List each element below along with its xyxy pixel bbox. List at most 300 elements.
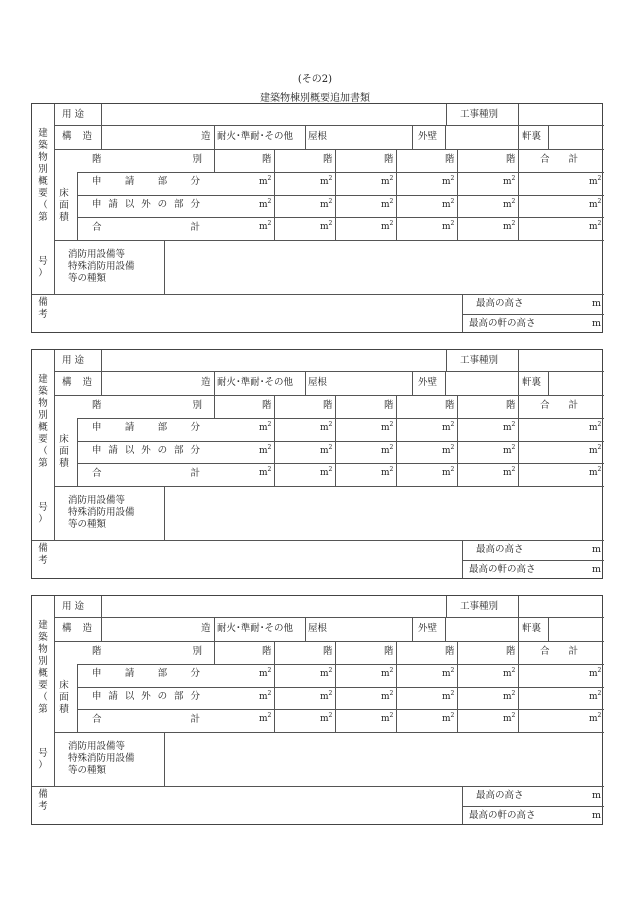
kaibetsu-label-char: 別 [192, 400, 202, 411]
saikou-takasa-label: 最高の高さ [476, 298, 524, 309]
unit-m2 [381, 220, 393, 232]
floor-area-label-char: 積 [59, 704, 69, 715]
unit-m: m [442, 423, 451, 433]
side-label-bottom-char: 号 [38, 748, 48, 759]
unit-m2 [442, 466, 454, 478]
rule-line [518, 125, 519, 149]
side-label-top-char: 第 [38, 212, 48, 223]
shinsei-igai-label-char: の [157, 445, 168, 456]
taika-label: 耐火･準耐･その他 [217, 377, 294, 388]
side-label-top-char: 要 [38, 680, 48, 691]
side-label-top [37, 374, 49, 470]
shinsei-igai-label-char: 分 [190, 445, 200, 456]
rule-line [54, 104, 55, 294]
unit-m2 [381, 198, 393, 210]
shinsei-bubun-label-char: 部 [157, 668, 168, 679]
youto-label-char: 用 [62, 601, 72, 612]
unit-m: m [442, 177, 451, 187]
unit-m2 [589, 175, 601, 187]
form-2 [31, 349, 603, 579]
unit-m: m [381, 714, 390, 724]
unit-m: m [381, 446, 390, 456]
side-label-top-char: 建 [38, 128, 48, 139]
rule-line [446, 104, 447, 125]
unit-sq: 2 [328, 667, 333, 674]
kai-heading: 階 [323, 154, 333, 165]
unit-m2 [503, 690, 515, 702]
side-label-bottom-char: ） [38, 760, 48, 771]
side-label-top-char: 概 [38, 422, 48, 433]
rule-line [518, 149, 519, 240]
unit-sq: 2 [450, 198, 455, 205]
unit-sq: 2 [389, 444, 394, 451]
kai-heading: 階 [262, 646, 272, 657]
rule-line [77, 172, 604, 173]
rule-line [274, 395, 275, 486]
unit-m2 [503, 198, 515, 210]
rule-line [54, 732, 604, 733]
remarks-label-char: 備 [38, 297, 48, 308]
gou-label-char: 合 [92, 714, 102, 725]
unit-sq: 2 [597, 198, 602, 205]
unit-m2 [442, 667, 454, 679]
unit-m2 [589, 466, 601, 478]
unit-m2 [381, 175, 393, 187]
rule-line [77, 463, 604, 464]
unit-sq: 2 [328, 690, 333, 697]
youto-label-char: 途 [74, 109, 84, 120]
rule-line [445, 617, 446, 641]
unit-m: m [442, 468, 451, 478]
unit-sq: 2 [511, 444, 516, 451]
rule-line [164, 732, 165, 786]
rule-line [77, 709, 604, 710]
unit-sq: 2 [389, 175, 394, 182]
unit-m: m [442, 222, 451, 232]
yane-label: 屋根 [308, 131, 328, 142]
unit-sq: 2 [267, 220, 272, 227]
rule-line [32, 786, 604, 787]
side-label-top-char: 第 [38, 704, 48, 715]
side-label-top-char: 築 [38, 140, 48, 151]
shinsei-igai-label-char: 請 [108, 199, 118, 210]
shinsei-igai-label-char: 外 [141, 199, 151, 210]
shobo-line: 等の種類 [68, 273, 107, 284]
unit-m2 [589, 690, 601, 702]
rule-line [305, 125, 306, 149]
gou-label-char: 計 [190, 222, 200, 233]
floor-area-label-char: 床 [59, 434, 69, 445]
remarks-label-char: 備 [38, 543, 48, 554]
saikou-noki-label: 最高の軒の高さ [469, 810, 536, 821]
unit-m: m [259, 423, 268, 433]
unit-m2 [320, 220, 332, 232]
shinsei-igai-label [92, 692, 200, 702]
rule-line [32, 294, 604, 295]
unit-m2 [589, 421, 601, 433]
kai-heading: 階 [262, 400, 272, 411]
nokiura-label: 軒裏 [522, 623, 542, 634]
youto-label [62, 356, 84, 366]
shobo-line: 消防用設備等 [68, 249, 126, 260]
unit-sq: 2 [328, 198, 333, 205]
rule-line [335, 149, 336, 240]
unit-sq: 2 [389, 421, 394, 428]
remarks-label [37, 789, 49, 813]
rule-line [32, 540, 604, 541]
unit-m: m [381, 200, 390, 210]
floor-area-label-char: 面 [59, 446, 69, 457]
unit-sq: 2 [511, 690, 516, 697]
shobo-line: 消防用設備等 [68, 741, 126, 752]
unit-sq: 2 [511, 198, 516, 205]
youto-label-char: 用 [62, 355, 72, 366]
unit-sq: 2 [597, 667, 602, 674]
saikou-noki-label: 最高の軒の高さ [469, 318, 536, 329]
rule-line [518, 596, 519, 617]
rule-line [54, 240, 604, 241]
unit-m2 [381, 667, 393, 679]
unit-sq: 2 [389, 690, 394, 697]
unit-m: m [259, 692, 268, 702]
page-title: 建築物棟別概要追加書類 [260, 93, 370, 104]
unit-m: m [442, 669, 451, 679]
unit-m2 [259, 198, 271, 210]
rule-line [457, 149, 458, 240]
unit-sq: 2 [450, 690, 455, 697]
unit-m: m [320, 714, 329, 724]
side-label-top-char: 物 [38, 398, 48, 409]
remarks-label-char: 備 [38, 789, 48, 800]
unit-m: m [442, 446, 451, 456]
rule-line [445, 371, 446, 395]
rule-line [77, 418, 604, 419]
rule-line [214, 617, 215, 664]
side-label-top [37, 620, 49, 716]
side-label-bottom [37, 256, 49, 280]
unit-m2 [589, 444, 601, 456]
kaibetsu-label [92, 401, 202, 411]
rule-line [77, 664, 78, 732]
gou-label-char: 計 [190, 468, 200, 479]
rule-line [54, 125, 604, 126]
kai-heading: 階 [384, 154, 394, 165]
unit-m2 [381, 421, 393, 433]
kai-heading: 階 [445, 400, 455, 411]
shobo-label [68, 249, 135, 285]
unit-m: m [259, 200, 268, 210]
rule-line [446, 350, 447, 371]
unit-m2 [320, 667, 332, 679]
unit-sq: 2 [597, 220, 602, 227]
kai-heading: 階 [506, 400, 516, 411]
rule-line [412, 371, 413, 395]
unit-m: m [381, 669, 390, 679]
side-label-top-char: 建 [38, 620, 48, 631]
gou-label-char: 計 [190, 714, 200, 725]
unit-m: m [589, 714, 598, 724]
unit-m2 [503, 175, 515, 187]
kai-heading: 階 [506, 154, 516, 165]
shobo-label [68, 741, 135, 777]
rule-line [446, 596, 447, 617]
unit-sq: 2 [597, 712, 602, 719]
unit-sq: 2 [328, 466, 333, 473]
unit-m2 [589, 667, 601, 679]
unit-sq: 2 [328, 220, 333, 227]
kaibetsu-label-char: 別 [192, 154, 202, 165]
side-label-top-char: 築 [38, 386, 48, 397]
unit-m: m [589, 468, 598, 478]
gou-label [92, 223, 200, 233]
unit-m: m [589, 222, 598, 232]
remarks-label-char: 考 [38, 555, 48, 566]
rule-line [518, 350, 519, 371]
unit-m: m [503, 692, 512, 702]
kouzou-label-char: 造 [82, 623, 92, 634]
kouzou-label [62, 624, 92, 634]
shinsei-bubun-label-char: 申 [92, 668, 102, 679]
rule-line [101, 596, 102, 641]
unit-sq: 2 [597, 690, 602, 697]
unit-m2 [259, 466, 271, 478]
unit-m2 [381, 444, 393, 456]
goukei-heading [540, 647, 578, 657]
shinsei-igai-label [92, 446, 200, 456]
unit-sq: 2 [511, 175, 516, 182]
kaibetsu-label [92, 155, 202, 165]
unit-m: m [503, 222, 512, 232]
unit-m: m [442, 692, 451, 702]
unit-m: m [320, 177, 329, 187]
shinsei-igai-label-char: 以 [124, 691, 135, 702]
shinsei-bubun-label-char: 部 [157, 176, 168, 187]
unit-m2 [442, 198, 454, 210]
saikou-noki-label: 最高の軒の高さ [469, 564, 536, 575]
unit-m2 [503, 466, 515, 478]
unit-m2 [503, 421, 515, 433]
shinsei-igai-label-char: の [157, 691, 168, 702]
shinsei-igai-label-char: 外 [141, 445, 151, 456]
rule-line [518, 617, 519, 641]
side-label-top-char: 別 [38, 656, 48, 667]
floor-area-label-char: 積 [59, 458, 69, 469]
rule-line [412, 617, 413, 641]
unit-m: m [320, 669, 329, 679]
unit-m: m [320, 222, 329, 232]
unit-sq: 2 [450, 421, 455, 428]
unit-m2 [259, 220, 271, 232]
floor-area-label [58, 188, 70, 224]
unit-sq: 2 [511, 667, 516, 674]
unit-m2 [381, 712, 393, 724]
unit-sq: 2 [511, 220, 516, 227]
side-label-top-char: 物 [38, 152, 48, 163]
unit-m2 [259, 444, 271, 456]
kai-heading: 階 [445, 154, 455, 165]
floor-area-label [58, 434, 70, 470]
unit-sq: 2 [389, 712, 394, 719]
shobo-label [68, 495, 135, 531]
goukei-heading-char: 計 [568, 154, 578, 165]
shinsei-igai-label-char: 部 [174, 691, 184, 702]
side-label-top-char: 要 [38, 434, 48, 445]
unit-sq: 2 [267, 466, 272, 473]
unit-m2 [320, 712, 332, 724]
kouji-shubetsu-label: 工事種別 [460, 109, 499, 120]
youto-label [62, 110, 84, 120]
unit-m2 [381, 466, 393, 478]
kouzou-label-char: 構 [62, 377, 72, 388]
side-label-bottom-char: ） [38, 268, 48, 279]
floor-area-label [58, 680, 70, 716]
rule-line [164, 486, 165, 540]
unit-sq: 2 [597, 444, 602, 451]
unit-sq: 2 [450, 220, 455, 227]
rule-line [548, 371, 549, 395]
unit-sq: 2 [450, 712, 455, 719]
unit-m: m [320, 200, 329, 210]
unit-m: m [589, 423, 598, 433]
rule-line [305, 371, 306, 395]
unit-m-label: m [592, 298, 602, 309]
rule-line [518, 395, 519, 486]
unit-m2 [259, 690, 271, 702]
unit-sq: 2 [511, 712, 516, 719]
unit-m2 [320, 198, 332, 210]
gou-label-char: 合 [92, 468, 102, 479]
form-3 [31, 595, 603, 825]
side-label-top-char: 要 [38, 188, 48, 199]
unit-m: m [259, 714, 268, 724]
unit-m2 [320, 690, 332, 702]
goukei-heading-char: 合 [540, 400, 550, 411]
yane-label: 屋根 [308, 623, 328, 634]
rule-line [164, 240, 165, 294]
unit-sq: 2 [389, 198, 394, 205]
rule-line [54, 371, 604, 372]
shobo-line: 消防用設備等 [68, 495, 126, 506]
kouzou-label [62, 378, 92, 388]
unit-m2 [442, 220, 454, 232]
gaiheki-label: 外壁 [418, 377, 438, 388]
side-label-top-char: 築 [38, 632, 48, 643]
floor-area-label-char: 面 [59, 200, 69, 211]
rule-line [101, 104, 102, 149]
unit-m2 [589, 712, 601, 724]
unit-sq: 2 [267, 175, 272, 182]
kouzou-label-char: 造 [82, 377, 92, 388]
shinsei-bubun-label-char: 分 [190, 668, 200, 679]
rule-line [77, 418, 78, 486]
unit-m: m [589, 200, 598, 210]
page-subtitle: (その2) [297, 74, 333, 85]
nokiura-label: 軒裏 [522, 131, 542, 142]
shinsei-igai-label-char: 請 [108, 691, 118, 702]
shinsei-bubun-label-char: 申 [92, 176, 102, 187]
zou-label: 造 [201, 623, 211, 634]
unit-sq: 2 [267, 667, 272, 674]
unit-m: m [503, 200, 512, 210]
unit-m: m [259, 177, 268, 187]
taika-label: 耐火･準耐･その他 [217, 131, 294, 142]
unit-m: m [259, 446, 268, 456]
unit-m: m [320, 692, 329, 702]
goukei-heading-char: 計 [568, 400, 578, 411]
shinsei-igai-label-char: 分 [190, 199, 200, 210]
shobo-line: 特殊消防用設備 [68, 261, 135, 272]
side-label-top-char: （ [38, 200, 48, 211]
unit-m: m [589, 446, 598, 456]
rule-line [101, 350, 102, 395]
unit-m2 [259, 175, 271, 187]
shobo-line: 特殊消防用設備 [68, 753, 135, 764]
unit-m: m [320, 446, 329, 456]
shinsei-bubun-label [92, 423, 200, 433]
floor-area-label-char: 床 [59, 680, 69, 691]
unit-sq: 2 [267, 712, 272, 719]
unit-sq: 2 [389, 220, 394, 227]
saikou-takasa-label: 最高の高さ [476, 790, 524, 801]
kouzou-label-char: 構 [62, 131, 72, 142]
side-label-bottom-char: ） [38, 514, 48, 525]
rule-line [274, 641, 275, 732]
unit-sq: 2 [389, 466, 394, 473]
rule-line [548, 617, 549, 641]
shinsei-bubun-label-char: 申 [92, 422, 102, 433]
rule-line [462, 294, 463, 332]
youto-label-char: 途 [74, 601, 84, 612]
rule-line [214, 371, 215, 418]
unit-m: m [381, 468, 390, 478]
unit-sq: 2 [267, 444, 272, 451]
rule-line [518, 104, 519, 125]
rule-line [77, 441, 604, 442]
shinsei-igai-label-char: 部 [174, 445, 184, 456]
kaibetsu-label-char: 別 [192, 646, 202, 657]
unit-m2 [589, 220, 601, 232]
unit-m: m [503, 423, 512, 433]
rule-line [54, 149, 604, 150]
unit-m: m [259, 222, 268, 232]
unit-sq: 2 [267, 690, 272, 697]
shinsei-bubun-label [92, 669, 200, 679]
rule-line [77, 217, 604, 218]
gaiheki-label: 外壁 [418, 131, 438, 142]
rule-line [54, 350, 55, 540]
shinsei-igai-label-char: 申 [92, 445, 102, 456]
unit-sq: 2 [450, 667, 455, 674]
rule-line [462, 314, 604, 315]
yane-label: 屋根 [308, 377, 328, 388]
unit-m-label: m [592, 790, 602, 801]
unit-sq: 2 [328, 175, 333, 182]
unit-m-label: m [592, 810, 602, 821]
shinsei-igai-label-char: の [157, 199, 168, 210]
unit-m2 [259, 667, 271, 679]
unit-m: m [381, 692, 390, 702]
rule-line [457, 641, 458, 732]
zou-label: 造 [201, 131, 211, 142]
shinsei-igai-label [92, 200, 200, 210]
unit-sq: 2 [511, 421, 516, 428]
unit-m: m [589, 692, 598, 702]
shinsei-bubun-label-char: 部 [157, 422, 168, 433]
side-label-bottom-char: 号 [38, 256, 48, 267]
unit-sq: 2 [328, 712, 333, 719]
unit-m2 [320, 444, 332, 456]
unit-m: m [442, 200, 451, 210]
